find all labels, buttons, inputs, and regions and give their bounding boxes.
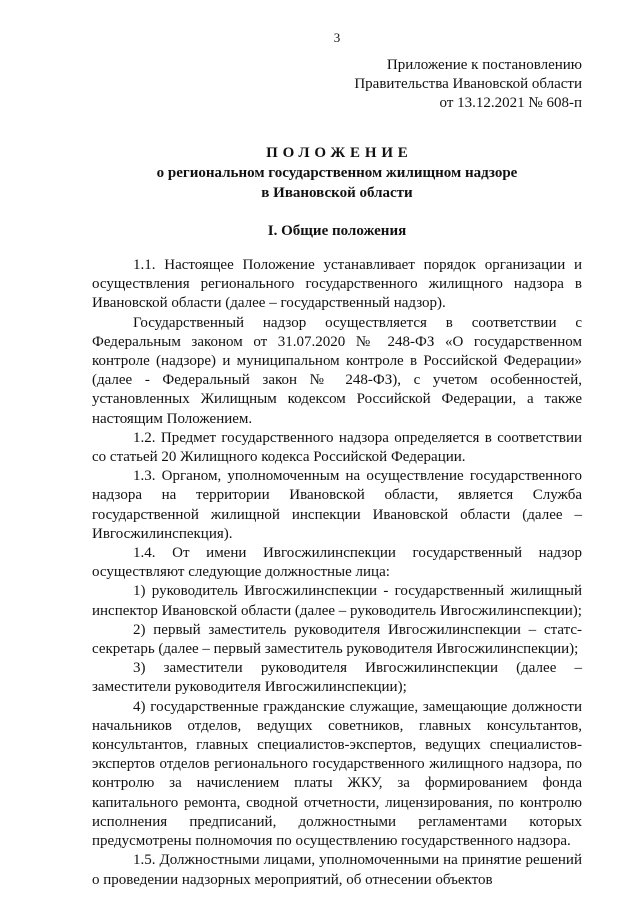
page-number: 3	[333, 30, 341, 45]
appendix-line: от 13.12.2021 № 608-п	[439, 95, 582, 111]
document-title	[92, 143, 582, 203]
paragraph: 4) государственные гражданские служащие, замещающие должности начальников отделов, ведущих советников, главных консультантов, консультантов, главных специалистов-экспертов, ведущих специалистов-экспертов отделов регионального государственного жилищного надзора, по контролю за начислением платы ЖКУ, за формированием фонда капитального ремонта, сводной отчетности, лицензирования, по контролю исполнения предписаний, должностными регламентами которых предусмотрены полномочия по осуществлению государственного надзора.	[92, 698, 582, 850]
title-subline: в Ивановской области	[261, 185, 413, 201]
paragraph: 1.2. Предмет государственного надзора определяется в соответствии со статьей 20 Жилищного кодекса Российской Федерации.	[92, 429, 582, 466]
appendix-line: Приложение к постановлению	[386, 57, 582, 73]
section-heading: I. Общие положения	[267, 223, 407, 239]
paragraph: 1.3. Органом, уполномоченным на осуществление государственного надзора на территории Ивановской области, является Служба государственной жилищной инспекции Ивановской области (далее – Ивгосжилинспекция).	[92, 468, 582, 542]
title-main: ПОЛОЖЕНИЕ	[266, 145, 413, 161]
title-subline: о региональном государственном жилищном надзоре	[156, 165, 518, 181]
paragraph: 2) первый заместитель руководителя Ивгосжилинспекции – статс-секретарь (далее – первый заместитель руководителя Ивгосжилинспекции);	[92, 621, 582, 658]
appendix-line: Правительства Ивановской области	[354, 76, 582, 92]
appendix-header	[92, 56, 582, 113]
paragraph: 1.1. Настоящее Положение устанавливает порядок организации и осуществления регионального государственного жилищного надзора в Ивановской области (далее – государственный надзор).	[92, 257, 582, 312]
paragraph: Государственный надзор осуществляется в соответствии с Федеральным законом от 31.07.2020 № 248-ФЗ «О государственном контроле (надзоре) и муниципальном контроле в Российской Федерации» (далее - Федеральный закон № 248-ФЗ), с учетом особенностей, установленных Жилищным кодексом Российской Федерации, а также настоящим Положением.	[92, 314, 582, 427]
paragraph: 1.4. От имени Ивгосжилинспекции государственный надзор осуществляют следующие должностные лица:	[92, 545, 582, 581]
paragraph: 1) руководитель Ивгосжилинспекции - государственный жилищный инспектор Ивановской области (далее – руководитель Ивгосжилинспекции);	[92, 583, 582, 619]
paragraph: 3) заместители руководителя Ивгосжилинспекции (далее – заместители руководителя Ивгосжилинспекции);	[92, 660, 582, 696]
paragraph: 1.5. Должностными лицами, уполномоченными на принятие решений о проведении надзорных мероприятий, об отнесении объектов	[92, 852, 582, 888]
document-body	[92, 256, 582, 890]
